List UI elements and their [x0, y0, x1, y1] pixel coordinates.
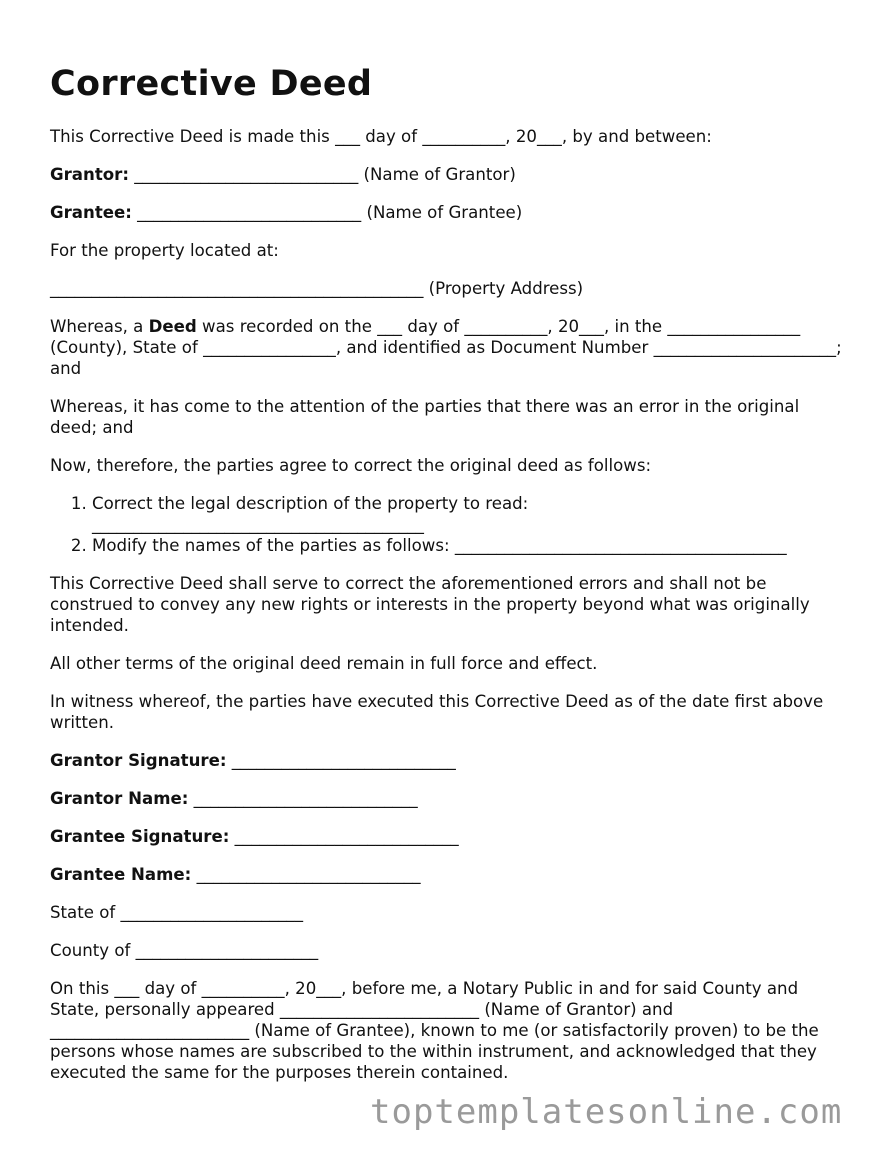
grantee-signature-blank: ___________________________ — [229, 827, 459, 846]
document-title: Corrective Deed — [50, 64, 373, 104]
whereas-recorded-paragraph — [50, 316, 850, 379]
intro-paragraph: This Corrective Deed is made this ___ day of __________, 20___, by and between: — [50, 127, 712, 146]
grantor-label: Grantor: — [50, 165, 129, 184]
grantor-line — [50, 164, 850, 185]
document-page — [50, 62, 850, 1100]
grantor-signature-label: Grantor Signature: — [50, 751, 227, 770]
correction-item-party-names: 2. Modify the names of the parties as follows: ________________________________________ — [92, 535, 850, 556]
whereas-error-paragraph: Whereas, it has come to the attention of the parties that there was an error in the original deed; and — [50, 397, 800, 437]
grantee-signature-label: Grantee Signature: — [50, 827, 230, 846]
grantee-name-blank: ___________________________ — [191, 865, 421, 884]
grantor-name-line — [50, 788, 850, 809]
grantee-line — [50, 202, 850, 223]
grantor-signature-blank: ___________________________ — [226, 751, 456, 770]
witness-paragraph: In witness whereof, the parties have executed this Corrective Deed as of the date first above written. — [50, 692, 824, 732]
serve-clause-paragraph: This Corrective Deed shall serve to correct the aforementioned errors and shall not be construed to convey any new rights or interests in the property beyond what was originally intended. — [50, 574, 810, 635]
corrections-list — [50, 493, 850, 556]
property-intro: For the property located at: — [50, 241, 279, 260]
whereas1-post: was recorded on the ___ day of __________, 20___, in the ________________ (County), State of ________________, and identified as Document Number ______________________; and — [50, 317, 842, 378]
whereas1-pre: Whereas, a — [50, 317, 149, 336]
now-therefore-paragraph: Now, therefore, the parties agree to correct the original deed as follows: — [50, 456, 652, 475]
grantee-name-label: Grantee Name: — [50, 865, 192, 884]
property-address-line: _____________________________________________ (Property Address) — [50, 279, 584, 298]
grantee-label: Grantee: — [50, 203, 132, 222]
other-terms-paragraph: All other terms of the original deed remain in full force and effect. — [50, 654, 598, 673]
grantor-name-blank: ___________________________ — [188, 789, 418, 808]
notary-paragraph: On this ___ day of __________, 20___, before me, a Notary Public in and for said County and State, personally appeared ________________________ (Name of Grantor) and ________________________ (Name of Grantee), known to me (or satisfactorily proven) to be the persons whose names are subscribed to the within instrument, and acknowledged that they executed the same for the purposes therein contained. — [50, 979, 819, 1082]
state-of-line: State of ______________________ — [50, 903, 303, 922]
grantee-signature-line — [50, 826, 850, 847]
correction-item-legal-description: 1. Correct the legal description of the property to read: ________________________________________ — [92, 493, 850, 535]
grantor-name-label: Grantor Name: — [50, 789, 189, 808]
county-of-line: County of ______________________ — [50, 941, 319, 960]
grantee-name-line — [50, 864, 850, 885]
grantor-signature-line — [50, 750, 850, 771]
grantee-blank: ___________________________ (Name of Grantee) — [131, 203, 523, 222]
whereas1-bold: Deed — [148, 317, 197, 336]
site-watermark: toptemplatesonline.com — [370, 1092, 843, 1132]
grantor-blank: ___________________________ (Name of Grantor) — [128, 165, 516, 184]
